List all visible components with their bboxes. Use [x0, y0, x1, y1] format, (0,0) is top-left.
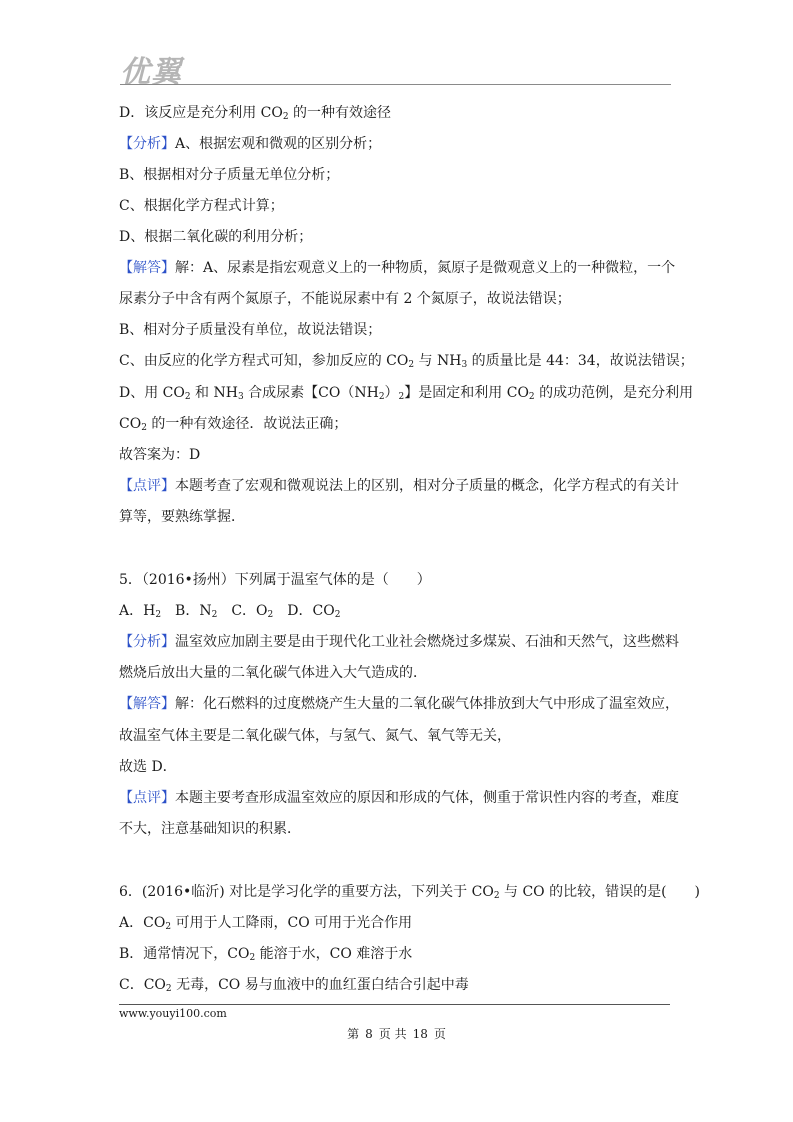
answer-5-line-2: 故温室气体主要是二氧化碳气体，与氢气、氮气、氧气等无关， [119, 728, 511, 744]
answer-tag: 【解答】 [119, 260, 175, 276]
option-d-line: D．该反应是充分利用 $CO_2$ 的一种有效途径 [119, 105, 392, 122]
answer-line-4: C、由反应的化学方程式可知，参加反应的 $CO_2$ 与 $NH_3$ 的质量比是 44：34，故说法错误； [119, 353, 694, 370]
answer-tag: 【解答】 [119, 696, 175, 712]
answer-line-6: $CO_2$ 的一种有效途径．故说法正确； [119, 416, 348, 433]
answer-5-line-1: 【解答】解：化石燃料的过度燃烧产生大量的二氧化碳气体排放到大气中形成了温室效应， [119, 696, 679, 712]
answer-line-2: 尿素分子中含有两个氮原子，不能说尿素中有 2 个氮原子，故说法错误； [119, 291, 571, 307]
analysis-line-4: D、根据二氧化碳的利用分析； [119, 229, 313, 245]
question-5-options: A．$H_2$ B．$N_2$ C．$O_2$ D．$CO_2$ [119, 603, 341, 620]
answer-line-5: D、用 $CO_2$ 和 $NH_3$ 合成尿素【$CO(NH_2)_2$】是固定和利用 $CO_2$ 的成功范例，是充分利用 [119, 385, 694, 402]
analysis-tag: 【分析】 [119, 634, 175, 650]
logo-text: 优翼 [120, 55, 182, 90]
question-6-option-a: A．$CO_2$ 可用于人工降雨，CO 可用于光合作用 [119, 915, 413, 932]
analysis-line-2: B、根据相对分子质量无单位分析； [119, 167, 340, 183]
footer-url: www.youyi100.com [119, 1007, 227, 1020]
question-6-option-c: C．$CO_2$ 无毒，CO 易与血液中的血红蛋白结合引起中毒 [119, 977, 469, 994]
question-5-title: 5．（2016•扬州）下列属于温室气体的是（ ） [119, 572, 431, 588]
question-6-option-b: B．通常情况下，$CO_2$ 能溶于水，CO 难溶于水 [119, 946, 413, 963]
answer-line-3: B、相对分子质量没有单位，故说法错误； [119, 322, 382, 338]
comment-5-line-1: 【点评】本题主要考查形成温室效应的原因和形成的气体，侧重于常识性内容的考查，难度 [119, 790, 679, 806]
analysis-5-line-2: 燃烧后放出大量的二氧化碳气体进入大气造成的． [119, 665, 427, 681]
footer-rule [119, 1004, 670, 1005]
header-rule [120, 84, 671, 85]
comment-line-2: 算等，要熟练掌握． [119, 509, 245, 525]
answer-line-1: 【解答】解：A、尿素是指宏观意义上的一种物质，氮原子是微观意义上的一种微粒，一个 [119, 260, 676, 276]
question-6-title: 6．(2016•临沂) 对比是学习化学的重要方法，下列关于 $CO_2$ 与 CO 的比较，错误的是( ) [119, 884, 701, 901]
analysis-line-1: 【分析】A、根据宏观和微观的区别分析； [119, 136, 382, 152]
page-current: 8 [365, 1027, 373, 1041]
comment-5-line-2: 不大，注意基础知识的积累． [119, 821, 301, 837]
page-total: 18 [412, 1027, 428, 1041]
comment-line-1: 【点评】本题考查了宏观和微观说法上的区别，相对分子质量的概念，化学方程式的有关计 [119, 478, 679, 494]
comment-tag: 【点评】 [119, 790, 175, 806]
analysis-tag: 【分析】 [119, 136, 175, 152]
answer-5-conclusion: 故选 D． [119, 759, 177, 775]
answer-conclusion: 故答案为：D [119, 447, 201, 463]
page-number: 第 8 页 共 18 页 [347, 1027, 446, 1041]
analysis-line-3: C、根据化学方程式计算； [119, 198, 284, 214]
comment-tag: 【点评】 [119, 478, 175, 494]
analysis-5-line-1: 【分析】温室效应加剧主要是由于现代化工业社会燃烧过多煤炭、石油和天然气，这些燃料 [119, 634, 679, 650]
